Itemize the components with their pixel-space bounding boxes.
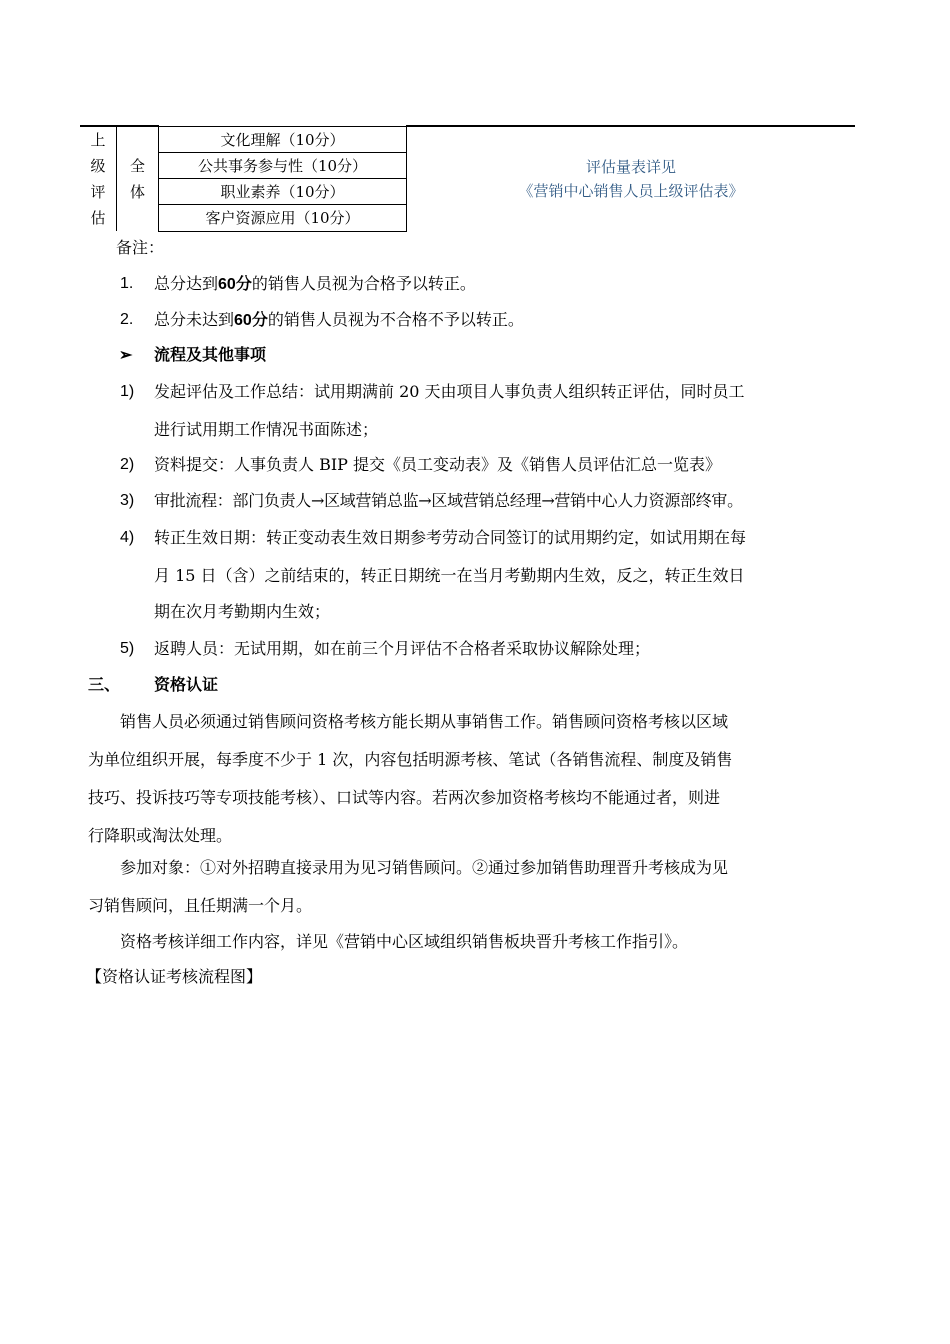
remark-text: 的销售人员视为不合格不予以转正。 (267, 310, 524, 329)
paragraph (88, 923, 858, 961)
step-number: 2) (120, 456, 135, 473)
step-line: 期在次月考勤期内生效； (154, 602, 331, 621)
category-char: 估 (90, 209, 106, 227)
step-line: 返聘人员：无试用期，如在前三个月评估不合格者采取协议解除处理； (154, 639, 651, 658)
para-line: 技巧、投诉技巧等专项技能考核）、口试等内容。若两次参加资格考核均不能通过者，则进 (88, 788, 721, 807)
paragraph (88, 849, 858, 925)
category-char: 级 (90, 157, 106, 175)
category-char: 评 (90, 183, 106, 201)
step-line: 资料提交：人事负责人 BIP 提交《员工变动表》及《销售人员评估汇总一览表》 (154, 455, 722, 474)
remark-text: 的销售人员视为合格予以转正。 (251, 274, 476, 293)
step-number: 1) (120, 383, 135, 400)
step-number: 5) (120, 640, 135, 657)
flowchart-label: 【资格认证考核流程图】 (86, 967, 263, 986)
remark-emphasis: 60分 (218, 276, 252, 293)
item-cell: 客户资源应用（10分） (159, 205, 407, 231)
step-number: 4) (120, 529, 135, 546)
scope-cell (117, 126, 159, 231)
section-title: 资格认证 (154, 675, 219, 694)
process-title: 流程及其他事项 (154, 345, 267, 364)
evaluation-table (80, 125, 855, 232)
remark-text: 总分达到 (154, 274, 219, 293)
remarks-title: 备注： (116, 238, 165, 257)
scope-char: 全 (129, 157, 145, 175)
paragraph (88, 703, 858, 855)
para-line: 参加对象：①对外招聘直接录用为见习销售顾问。②通过参加销售助理晋升考核成为见 (120, 858, 729, 877)
scope-char: 体 (129, 183, 145, 201)
remark-item (154, 309, 524, 332)
note-line: 《营销中心销售人员上级评估表》 (518, 182, 744, 200)
item-cell: 公共事务参与性（10分） (159, 152, 407, 178)
arrow-bullet-icon: ➢ (119, 345, 133, 364)
step-number: 3) (120, 492, 135, 509)
step-line: 发起评估及工作总结：试用期满前 20 天由项目人事负责人组织转正评估，同时员工 (154, 382, 745, 401)
para-line: 资格考核详细工作内容，详见《营销中心区域组织销售板块晋升考核工作指引》。 (120, 932, 689, 951)
step-line: 转正生效日期：转正变动表生效日期参考劳动合同签订的试用期约定，如试用期在每 (154, 528, 747, 547)
category-char: 上 (90, 131, 106, 149)
remark-text: 总分未达到 (154, 310, 235, 329)
remark-emphasis: 60分 (234, 312, 268, 329)
note-cell (407, 126, 856, 231)
note-line: 评估量表详见 (585, 158, 676, 176)
para-line: 销售人员必须通过销售顾问资格考核方能长期从事销售工作。销售顾问资格考核以区域 (120, 712, 729, 731)
remark-item (154, 273, 476, 296)
step-line: 月 15 日（含）之前结束的，转正日期统一在当月考勤期内生效，反之，转正生效日 (154, 566, 745, 585)
category-cell (80, 126, 117, 231)
step-line: 审批流程：部门负责人→区域营销总监→区域营销总经理→营销中心人力资源部终审。 (154, 491, 743, 510)
list-number: 2. (120, 311, 134, 328)
para-line: 行降职或淘汰处理。 (88, 826, 233, 845)
item-cell: 职业素养（10分） (159, 179, 407, 205)
item-cell: 文化理解（10分） (159, 126, 407, 152)
list-number: 1. (120, 275, 134, 292)
para-line: 为单位组织开展，每季度不少于 1 次，内容包括明源考核、笔试（各销售流程、制度及销售 (88, 750, 733, 769)
para-line: 习销售顾问，且任期满一个月。 (88, 896, 313, 915)
step-line: 进行试用期工作情况书面陈述； (154, 420, 379, 439)
section-number: 三、 (88, 675, 121, 694)
